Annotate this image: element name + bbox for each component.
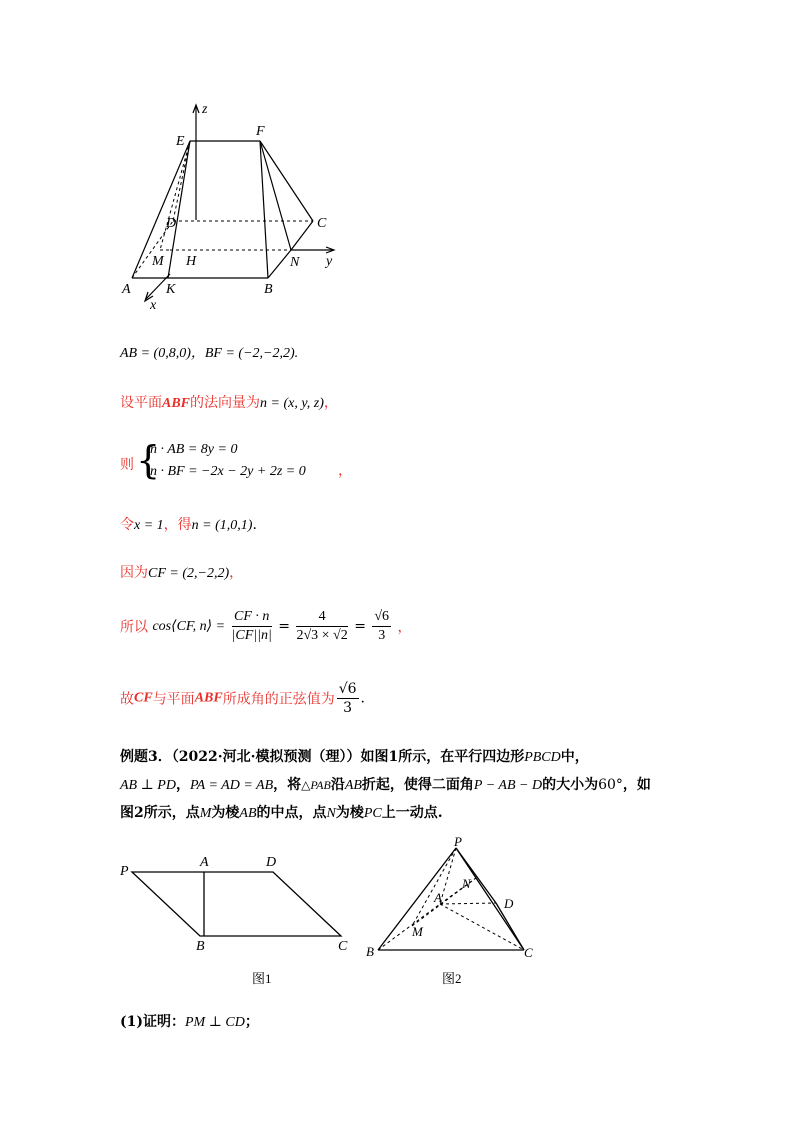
let-x-line: [120, 514, 257, 534]
label-z: z: [202, 102, 208, 117]
math: PA = AD = AB: [189, 778, 274, 793]
text: 图2所示，点: [120, 805, 200, 821]
text: ，: [175, 777, 190, 793]
label-d: D: [504, 896, 514, 911]
cos-prefix: 所以: [120, 619, 148, 636]
label-b: B: [366, 944, 374, 959]
parallelogram-name: PBCD: [524, 750, 561, 765]
fraction-3: [372, 608, 391, 645]
math: PC: [363, 806, 382, 821]
text: .: [252, 517, 257, 533]
fraction-2-denominator: 2√3 × √2: [296, 628, 348, 643]
cf-vector-line: [120, 562, 243, 582]
label-a: A: [434, 890, 442, 905]
left-brace: {: [136, 438, 161, 482]
normal-vector-intro: [120, 392, 338, 412]
caption-figure-1: 图1: [252, 971, 272, 986]
let-formula: x = 1: [134, 518, 164, 533]
plane-name: ABF: [162, 396, 191, 411]
figure-solid-abcdef: [110, 95, 350, 315]
label-h: H: [186, 254, 197, 269]
text: 为棱: [335, 805, 364, 821]
question-1: [120, 1011, 259, 1031]
sine-value-fraction: [337, 680, 359, 717]
fraction-3-numerator: √6: [372, 608, 391, 627]
cf-formula: CF = (2,−2,2): [148, 566, 230, 581]
fraction-1: [232, 608, 272, 645]
math: 60°: [598, 777, 623, 793]
figure-parallelogram: [118, 850, 358, 995]
cosine-line: [120, 608, 412, 645]
text: 令: [120, 517, 134, 533]
fraction-1-denominator: |CF||n|: [231, 628, 272, 643]
label-n: N: [290, 255, 300, 270]
normal-result: n = (1,0,1): [191, 518, 253, 533]
text: 沿: [330, 777, 345, 793]
equals: =: [354, 618, 366, 635]
example-line-3: [120, 802, 443, 822]
equation-2: n · BF = −2x − 2y + 2z = 0: [150, 464, 306, 479]
example-line-2: [120, 774, 651, 794]
sine-numerator: √6: [338, 681, 357, 697]
text: 因为: [120, 565, 148, 581]
question-formula: PM ⊥ CD: [185, 1015, 245, 1030]
vector-ab-bf-text: AB = (0,8,0)，BF = (−2,−2,2).: [120, 346, 299, 361]
question-label: (1)证明：: [120, 1014, 185, 1030]
math: P − AB − D: [473, 778, 543, 793]
normal-formula: n = (x, y, z): [260, 396, 324, 411]
label-e: E: [176, 134, 185, 149]
label-m: M: [152, 254, 164, 269]
cos-suffix: ，: [397, 619, 412, 636]
text: 的大小为: [542, 777, 599, 793]
label-k: K: [166, 282, 176, 297]
system-suffix: ，: [338, 463, 352, 479]
fraction-1-numerator: CF · n: [232, 608, 272, 627]
equation-1: n · AB = 8y = 0: [150, 442, 238, 457]
label-b: B: [196, 939, 205, 954]
label-b: B: [264, 282, 273, 297]
text: ，得: [163, 517, 192, 533]
math: AB: [344, 778, 362, 793]
conclusion-line: [120, 680, 365, 717]
label-c: C: [338, 939, 348, 954]
fraction-3-denominator: 3: [378, 628, 386, 643]
text: 的中点，点: [256, 805, 327, 821]
text: 中，: [560, 749, 589, 765]
fraction-2: [296, 608, 347, 645]
label-m: M: [412, 924, 423, 939]
figure-pyramid: [362, 836, 552, 996]
text: 的法向量为: [190, 395, 261, 411]
label-d: D: [266, 855, 277, 870]
example-title-text: 例题3．（2022·河北·模拟预测（理））如图1所示，在平行四边形: [120, 749, 525, 765]
math: N: [326, 806, 336, 821]
example-title: [120, 746, 589, 766]
label-c: C: [317, 216, 327, 231]
label-d: D: [166, 216, 177, 231]
text: 上一动点.: [381, 805, 443, 821]
label-a: A: [200, 855, 209, 870]
text: 故: [120, 691, 134, 708]
equals: =: [278, 618, 291, 635]
text: 所成角的正弦值为: [222, 691, 335, 708]
label-n: N: [462, 876, 471, 891]
plane-name: ABF: [194, 690, 223, 706]
label-p: P: [120, 864, 129, 879]
text: ，如: [622, 777, 651, 793]
system-prefix: 则: [120, 457, 134, 473]
cf-name: CF: [134, 690, 153, 706]
math: AB ⊥ PD: [120, 778, 176, 793]
label-f: F: [256, 124, 265, 139]
text: ，将: [273, 777, 302, 793]
text: 设平面: [120, 395, 162, 411]
fraction-2-numerator: 4: [296, 608, 347, 627]
label-a: A: [122, 282, 131, 297]
math: △PAB: [301, 778, 331, 792]
text: ；: [244, 1014, 259, 1030]
label-c: C: [524, 945, 533, 960]
text: ，: [229, 565, 244, 581]
math: AB: [239, 806, 257, 821]
text: 为棱: [211, 805, 240, 821]
caption-figure-2: 图2: [442, 971, 462, 986]
vector-ab-bf: [120, 342, 298, 362]
label-x: x: [150, 298, 157, 313]
sine-denominator: 3: [343, 700, 353, 716]
text: 与平面: [152, 691, 195, 708]
math: M: [199, 806, 212, 821]
cos-lhs: cos⟨CF, n⟩ =: [152, 619, 226, 634]
text: 折起，使得二面角: [361, 777, 474, 793]
text: ，: [323, 395, 338, 411]
text: .: [360, 690, 365, 707]
label-y: y: [326, 254, 333, 269]
label-p: P: [454, 836, 462, 849]
